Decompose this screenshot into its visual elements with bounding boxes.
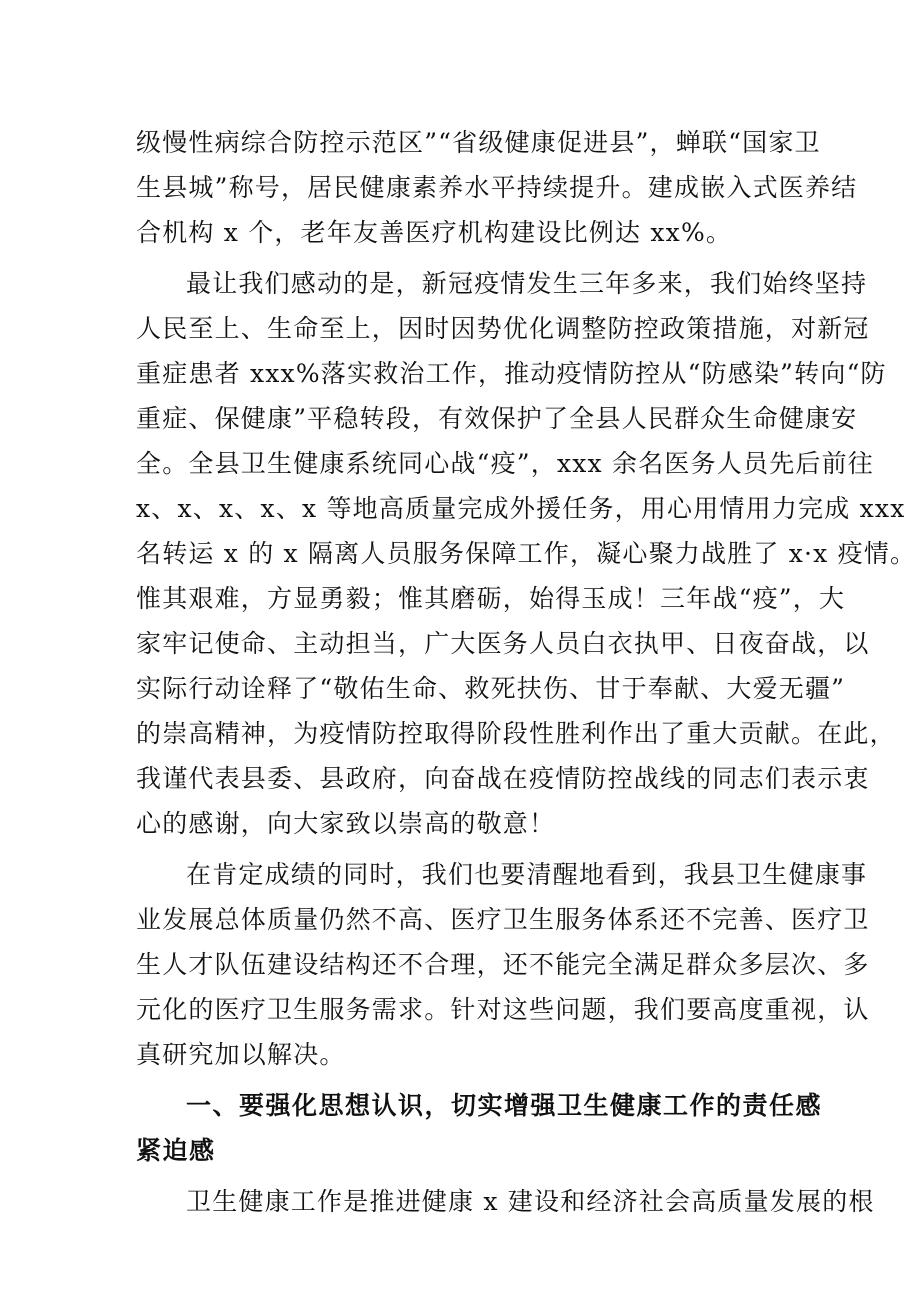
text-line: 生人才队伍建设结构还不合理，还不能完全满足群众多层次、多	[136, 950, 870, 979]
text-line: 真研究加以解决。	[136, 1040, 346, 1069]
text-line: 人民至上、生命至上，因时因势优化调整防控政策措施，对新冠	[136, 314, 870, 343]
text-line: 级慢性病综合防控示范区”“省级健康促进县”，蝉联“国家卫	[136, 128, 821, 157]
paragraph-3	[136, 852, 870, 1077]
document-body	[136, 120, 917, 1224]
text-line: 合机构 x 个，老年友善医疗机构建设比例达 xx%。	[136, 218, 733, 247]
text-line: x、x、x、x、x 等地高质量完成外援任务，用心用情用力完成 xxx	[136, 494, 906, 523]
text-line: 元化的医疗卫生服务需求。针对这些问题，我们要高度重视，认	[136, 995, 870, 1024]
text-line: 业发展总体质量仍然不高、医疗卫生服务体系还不完善、医疗卫	[136, 905, 870, 934]
text-line: 名转运 x 的 x 隔离人员服务保障工作，凝心聚力战胜了 x·x 疫情。	[136, 539, 917, 568]
heading-line: 一、要强化思想认识，切实增强卫生健康工作的责任感	[186, 1091, 823, 1120]
text-line: 最让我们感动的是，新冠疫情发生三年多来，我们始终坚持	[186, 269, 868, 298]
text-line: 重症、保健康”平稳转段，有效保护了全县人民群众生命健康安	[136, 404, 858, 433]
text-line: 惟其艰难，方显勇毅；惟其磨砺，始得玉成！三年战“疫”，大	[136, 584, 846, 613]
text-line: 在肯定成绩的同时，我们也要清醒地看到，我县卫生健康事	[186, 860, 868, 889]
paragraph-4	[136, 1179, 875, 1224]
text-line: 心的感谢，向大家致以崇高的敬意！	[136, 809, 556, 838]
paragraph-1	[136, 120, 858, 255]
text-line: 全。全县卫生健康系统同心战“疫”，xxx 余名医务人员先后前往	[136, 449, 875, 478]
text-line: 生县城”称号，居民健康素养水平持续提升。建成嵌入式医养结	[136, 173, 858, 202]
text-line: 重症患者 xxx%落实救治工作，推动疫情防控从“防感染”转向“防	[136, 359, 887, 388]
text-line: 的崇高精神，为疫情防控取得阶段性胜利作出了重大贡献。在此，	[136, 719, 896, 748]
heading-line: 紧迫感	[136, 1136, 216, 1165]
text-line: 家牢记使命、主动担当，广大医务人员白衣执甲、日夜奋战，以	[136, 629, 870, 658]
section-heading	[136, 1083, 823, 1173]
paragraph-2	[136, 261, 917, 846]
text-line: 实际行动诠释了“敬佑生命、救死扶伤、甘于奉献、大爱无疆”	[136, 674, 846, 703]
text-line: 我谨代表县委、县政府，向奋战在疫情防控战线的同志们表示衷	[136, 764, 870, 793]
text-line: 卫生健康工作是推进健康 x 建设和经济社会高质量发展的根	[186, 1187, 875, 1216]
